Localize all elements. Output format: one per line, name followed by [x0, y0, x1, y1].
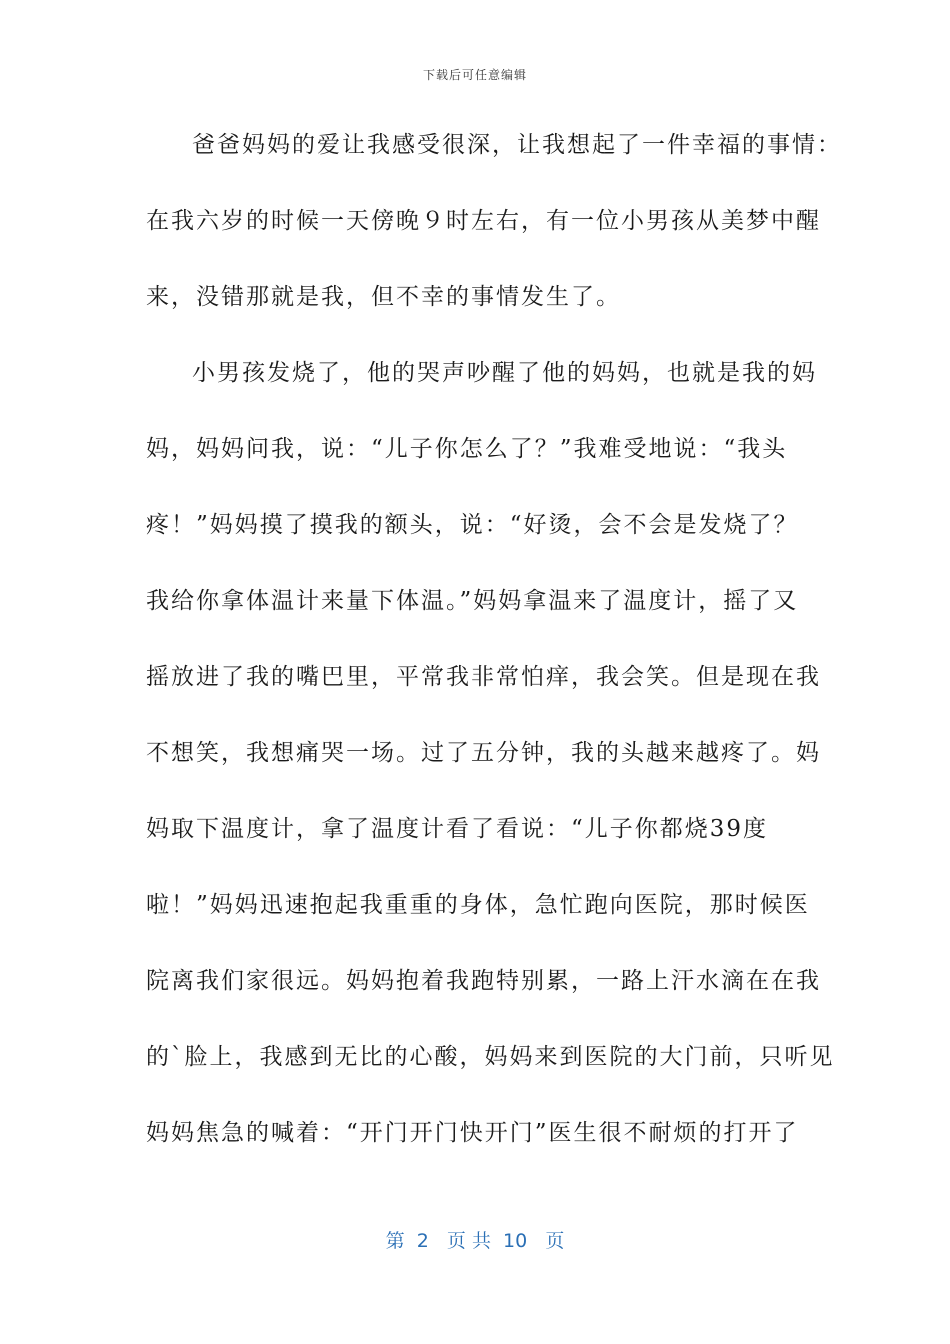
text-line: 疼！”妈妈摸了摸我的额头，说：“好烫，会不会是发烧了？ — [146, 512, 799, 538]
text-line: 的`脸上，我感到无比的心酸，妈妈来到医院的大门前，只听见 — [146, 1044, 835, 1070]
text-line: 来，没错那就是我，但不幸的事情发生了。 — [146, 284, 621, 310]
document-body — [146, 123, 842, 1187]
page-number: 第 2 页 共 10 页 — [385, 1230, 565, 1252]
text-line: 小男孩发烧了，他的哭声吵醒了他的妈妈，也就是我的妈 — [192, 360, 817, 386]
text-line: 摇放进了我的嘴巴里，平常我非常怕痒，我会笑。但是现在我 — [146, 664, 821, 690]
text-line: 啦！”妈妈迅速抱起我重重的身体，急忙跑向医院，那时候医 — [146, 892, 810, 918]
text-line: 我给你拿体温计来量下体温。”妈妈拿温来了温度计，摇了又 — [146, 588, 799, 614]
text-line: 不想笑，我想痛哭一场。过了五分钟，我的头越来越疼了。妈 — [146, 740, 821, 766]
text-line: 在我六岁的时候一天傍晚９时左右，有一位小男孩从美梦中醒 — [146, 208, 821, 234]
text-line: 爸爸妈妈的爱让我感受很深，让我想起了一件幸福的事情： — [192, 132, 842, 158]
text-line: 院离我们家很远。妈妈抱着我跑特别累，一路上汗水滴在在我 — [146, 968, 821, 994]
text-line: 妈，妈妈问我，说：“儿子你怎么了？”我难受地说：“我头 — [146, 436, 788, 462]
header-note: 下载后可任意编辑 — [422, 68, 527, 82]
text-line: 妈妈焦急的喊着：“开门开门快开门”医生很不耐烦的打开了 — [146, 1120, 799, 1146]
text-line: 妈取下温度计，拿了温度计看了看说：“儿子你都烧39度 — [146, 816, 769, 842]
